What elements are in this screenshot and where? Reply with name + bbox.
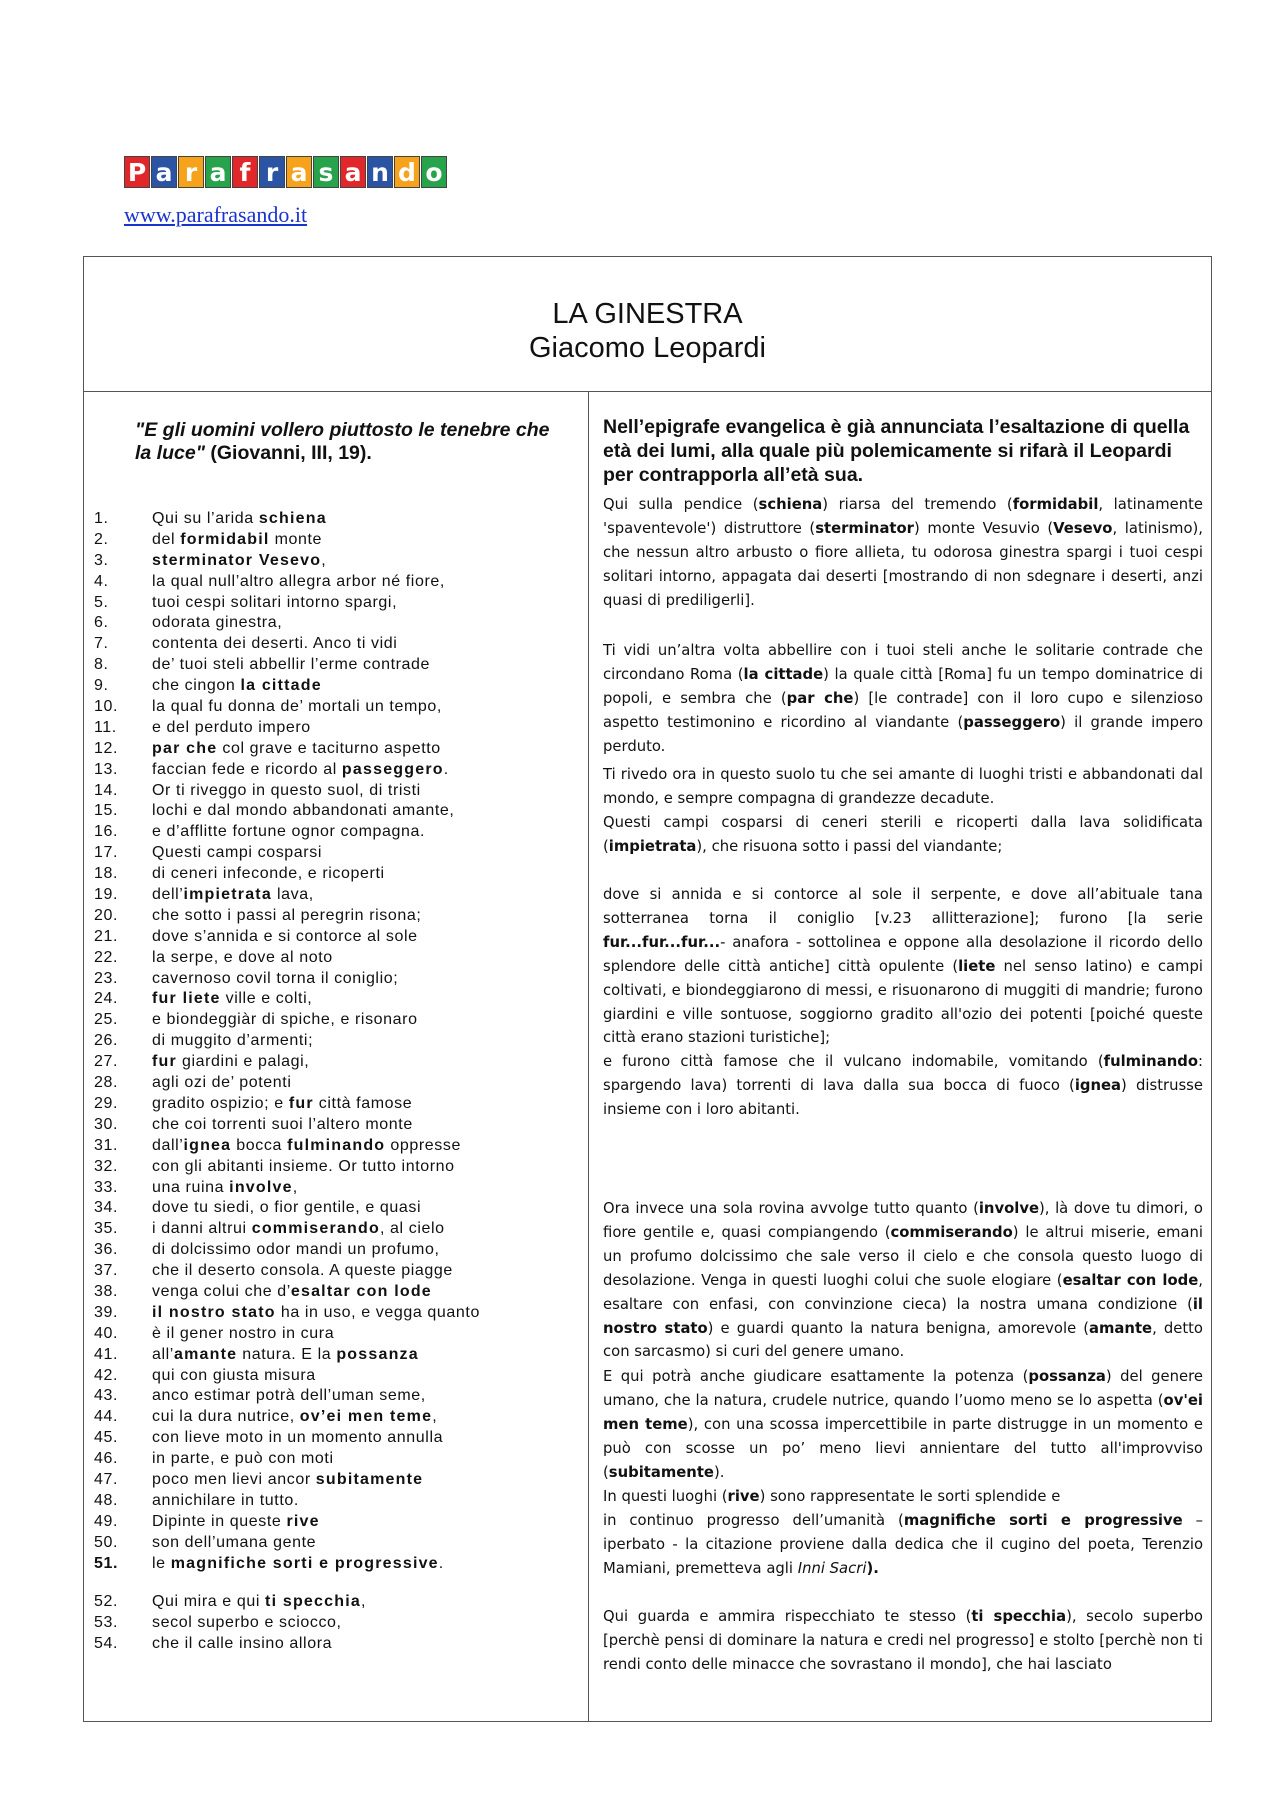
verse-line <box>94 1592 574 1613</box>
verse-line <box>94 572 574 593</box>
verse-text: la qual fu donna de’ mortali un tempo, <box>152 698 442 716</box>
title-block <box>84 257 1211 392</box>
verse-line <box>94 593 574 614</box>
verse-number: 20. <box>94 906 119 924</box>
logo-letter: o <box>421 156 447 188</box>
verse-text: i danni altrui commiserando, al cielo <box>152 1220 445 1238</box>
paraphrase-paragraph: Questi campi cosparsi di ceneri sterili e ricoperti dalla lava solidificata (impietrata), che risuona sotto i passi del viandante; <box>603 814 1203 855</box>
verse-text: e biondeggiàr di spiche, e risonaro <box>152 1011 418 1029</box>
verse-text: e d’afflitte fortune ognor compagna. <box>152 823 426 841</box>
paraphrase-paragraph: in continuo progresso dell’umanità (magnifiche sorti e progressive – iperbato - la citazione proviene dalla dedica che il cugino del poeta, Terenzio Mamiani, premetteva agli Inni Sacri). <box>603 1512 1203 1577</box>
verse-text: Questi campi cosparsi <box>152 844 322 862</box>
verse-text: dall’ignea bocca fulminando oppresse <box>152 1136 461 1154</box>
paraphrase-paragraph: In questi luoghi (rive) sono rappresentate le sorti splendide e <box>603 1488 1061 1505</box>
verse-number: 42. <box>94 1366 119 1384</box>
verse-text: poco men lievi ancor subitamente <box>152 1470 424 1488</box>
verse-number: 24. <box>94 990 119 1008</box>
verse-column <box>84 391 589 1721</box>
verse-text: di muggito d’armenti; <box>152 1032 314 1050</box>
logo-letter: r <box>178 156 204 188</box>
verse-number: 51. <box>94 1554 119 1572</box>
verse-line <box>94 1470 574 1491</box>
verse-text: una ruina involve, <box>152 1178 298 1196</box>
verse-number: 35. <box>94 1220 119 1238</box>
verse-line <box>94 1094 574 1115</box>
verse-number: 14. <box>94 781 119 799</box>
verse-number: 30. <box>94 1115 119 1133</box>
paraphrase-paragraph: Qui sulla pendice (schiena) riarsa del tremendo (formidabil, latinamente 'spaventevole') distruttore (sterminator) monte Vesuvio (Vesevo, latinismo), che nessun altro arbusto o fiore allieta, tu odorosa ginestra spargi i tuoi cespi solitari intorno, appagata dai deserti [mostrando di non sdegnare i deserti, anzi quasi di prediligerli]. <box>603 496 1204 609</box>
verse-line <box>94 1261 574 1282</box>
paraphrase-paragraph: Ti rivedo ora in questo suolo tu che sei amante di luoghi tristi e abbandonati dal mondo, e sempre compagna di grandezze decadute. <box>603 766 1203 807</box>
verse-number: 13. <box>94 760 119 778</box>
verse-text: cui la dura nutrice, ov’ei men teme, <box>152 1408 438 1426</box>
verse-line <box>94 1136 574 1157</box>
verse-text: dove s’annida e si contorce al sole <box>152 927 418 945</box>
logo-letter: a <box>205 156 231 188</box>
verse-text: venga colui che d’esaltar con lode <box>152 1282 432 1300</box>
verse-list <box>94 509 574 1655</box>
verse-text: con gli abitanti insieme. Or tutto intorno <box>152 1157 455 1175</box>
verse-number: 33. <box>94 1178 119 1196</box>
verse-number: 25. <box>94 1011 119 1029</box>
verse-number: 44. <box>94 1408 119 1426</box>
logo-letter: d <box>394 156 420 188</box>
verse-text: son dell’umana gente <box>152 1533 317 1551</box>
verse-line <box>94 1533 574 1554</box>
site-link[interactable]: www.parafrasando.it <box>124 202 308 227</box>
verse-text: de’ tuoi steli abbellir l’erme contrade <box>152 656 431 674</box>
verse-line <box>94 551 574 572</box>
verse-number: 54. <box>94 1635 119 1653</box>
verse-number: 12. <box>94 739 119 757</box>
verse-number: 37. <box>94 1262 119 1280</box>
verse-line <box>94 509 574 530</box>
logo-letter: a <box>286 156 312 188</box>
verse-text: è il gener nostro in cura <box>152 1324 335 1342</box>
verse-number: 3. <box>94 551 109 569</box>
verse-text: par che col grave e taciturno aspetto <box>152 739 441 757</box>
paraphrase-heading: Nell’epigrafe evangelica è già annunciata l’esaltazione di quella età dei lumi, alla quale più polemicamente si rifarà il Leopardi per contrapporla all’età sua. <box>603 416 1190 486</box>
verse-number: 8. <box>94 656 109 674</box>
verse-text: all’amante natura. E la possanza <box>152 1345 419 1363</box>
verse-line <box>94 1449 574 1470</box>
verse-line <box>94 906 574 927</box>
verse-number: 6. <box>94 614 109 632</box>
verse-line <box>94 1386 574 1407</box>
verse-line <box>94 1613 574 1634</box>
verse-number: 29. <box>94 1094 119 1112</box>
verse-line <box>94 1366 574 1387</box>
verse-text: lochi e dal mondo abbandonati amante, <box>152 802 455 820</box>
verse-text: che il calle insino allora <box>152 1635 333 1653</box>
verse-line <box>94 676 574 697</box>
verse-number: 7. <box>94 635 109 653</box>
verse-text: che sotto i passi al peregrin risona; <box>152 906 422 924</box>
verse-text: Or ti riveggo in questo suol, di tristi <box>152 781 421 799</box>
verse-number: 23. <box>94 969 119 987</box>
paraphrase-paragraph: E qui potrà anche giudicare esattamente la potenza (possanza) del genere umano, che la natura, crudele nutrice, quando l’uomo meno se lo aspetta (ov'ei men teme), con una scossa impercettibile in parte distrugge in un momento e può con scosse un po’ meno lievi annientare del tutto all'improvviso (subitamente). <box>603 1368 1203 1481</box>
verse-number: 27. <box>94 1053 119 1071</box>
verse-line <box>94 927 574 948</box>
verse-text: di dolcissimo odor mandi un profumo, <box>152 1241 440 1259</box>
paraphrase-paragraph: Ora invece una sola rovina avvolge tutto quanto (involve), là dove tu dimori, o fiore gentile e, quasi compiangendo (commiserando) le altrui miserie, emani un profumo dolcissimo che sale verso il cielo e che consola questo luogo di desolazione. Venga in questi luoghi colui che suole elogiare (esaltar con lode, esaltare con enfasi, con convinzione cieca) la nostra umana condizione (il nostro stato) e guardi quanto la natura benigna, amorevole (amante, detto con sarcasmo) si curi del genere umano. <box>603 1200 1203 1361</box>
verse-number: 9. <box>94 677 109 695</box>
verse-text: annichilare in tutto. <box>152 1491 299 1509</box>
verse-text: fur giardini e palagi, <box>152 1053 310 1071</box>
verse-line <box>94 1073 574 1094</box>
verse-line <box>94 1345 574 1366</box>
epigraph <box>135 419 555 465</box>
verse-number: 18. <box>94 865 119 883</box>
verse-number: 48. <box>94 1491 119 1509</box>
verse-number: 32. <box>94 1157 119 1175</box>
paraphrase-paragraph: dove si annida e si contorce al sole il serpente, e dove all’abituale tana sotterranea torna il coniglio [v.23 allitterazione]; furono [la serie fur...fur...fur...- anafora - sottolinea e oppone alla desolazione il ricordo dello splendore delle città antiche] città opulente (liete nel senso latino) e campi coltivati, e biondeggiarono di messi, e risuonarono di muggiti di mandrie; furono giardini e ville sontuose, soggiorno gradito all'ozio dei potenti [poiché queste città erano stazioni turistiche]; <box>603 886 1203 1047</box>
verse-line <box>94 1303 574 1324</box>
verse-line <box>94 801 574 822</box>
verse-number: 41. <box>94 1345 119 1363</box>
verse-line <box>94 613 574 634</box>
verse-text: in parte, e può con moti <box>152 1450 334 1468</box>
verse-line <box>94 1198 574 1219</box>
logo-letter: a <box>340 156 366 188</box>
verse-text: la qual null’altro allegra arbor né fiore, <box>152 572 445 590</box>
paraphrase-paragraph: e furono città famose che il vulcano indomabile, vomitando (fulminando: spargendo lava) torrenti di lava dalla sua bocca di fuoco (ignea) distrusse insieme con i loro abitanti. <box>603 1053 1203 1118</box>
verse-line <box>94 1240 574 1261</box>
epigraph-source: (Giovanni, III, 19). <box>204 442 372 464</box>
verse-text: tuoi cespi solitari intorno spargi, <box>152 593 398 611</box>
logo-letter: r <box>259 156 285 188</box>
verse-text: Qui mira e qui ti specchia, <box>152 1593 366 1611</box>
paraphrase-column <box>589 391 1211 1721</box>
verse-number: 46. <box>94 1450 119 1468</box>
poem-author: Giacomo Leopardi <box>529 332 766 364</box>
verse-number: 26. <box>94 1032 119 1050</box>
verse-line <box>94 781 574 802</box>
verse-text: cavernoso covil torna il coniglio; <box>152 969 399 987</box>
verse-text: dove tu siedi, o fior gentile, e quasi <box>152 1199 422 1217</box>
verse-line <box>94 1115 574 1136</box>
verse-line <box>94 1491 574 1512</box>
verse-line <box>94 697 574 718</box>
verse-text: Qui su l’arida schiena <box>152 510 327 527</box>
verse-number: 4. <box>94 572 109 590</box>
verse-text: sterminator Vesevo, <box>152 551 327 569</box>
verse-text: di ceneri infeconde, e ricoperti <box>152 865 385 883</box>
verse-text: contenta dei deserti. Anco ti vidi <box>152 635 398 653</box>
verse-number: 16. <box>94 823 119 841</box>
verse-number: 1. <box>94 510 109 527</box>
verse-number: 49. <box>94 1512 119 1530</box>
verse-text: che il deserto consola. A queste piagge <box>152 1262 453 1280</box>
verse-number: 52. <box>94 1593 119 1611</box>
paraphrase-paragraph: Qui guarda e ammira rispecchiato te stesso (ti specchia), secolo superbo [perchè pensi di dominare la natura e credi nel progresso] e stolto [perchè non ti rendi conto delle minacce che sovrastano il mondo], che hai lasciato <box>603 1608 1203 1673</box>
verse-line <box>94 1512 574 1533</box>
epigraph-quote: "E gli uomini vollero piuttosto le tenebre che la luce" <box>135 419 550 464</box>
verse-line <box>94 969 574 990</box>
verse-line <box>94 760 574 781</box>
verse-text: del formidabil monte <box>152 530 323 548</box>
verse-text: fur liete ville e colti, <box>152 990 313 1008</box>
verse-text: secol superbo e sciocco, <box>152 1614 342 1632</box>
verse-line <box>94 718 574 739</box>
logo-letter: a <box>151 156 177 188</box>
logo-letter: n <box>367 156 393 188</box>
verse-text: con lieve moto in un momento annulla <box>152 1429 444 1447</box>
verse-line <box>94 822 574 843</box>
verse-line <box>94 1634 574 1655</box>
verse-line <box>94 655 574 676</box>
verse-number: 17. <box>94 844 119 862</box>
verse-text: anco estimar potrà dell’uman seme, <box>152 1387 426 1405</box>
verse-line <box>94 989 574 1010</box>
verse-line <box>94 1031 574 1052</box>
verse-text: odorata ginestra, <box>152 614 283 632</box>
verse-text: dell’impietrata lava, <box>152 886 314 904</box>
verse-line <box>94 1282 574 1303</box>
verse-text: che coi torrenti suoi l’altero monte <box>152 1115 413 1133</box>
logo-letter: s <box>313 156 339 188</box>
verse-number: 40. <box>94 1324 119 1342</box>
verse-number: 45. <box>94 1429 119 1447</box>
verse-text: che cingon la cittade <box>152 677 322 695</box>
verse-number: 39. <box>94 1303 119 1321</box>
parafrasando-logo <box>124 156 448 188</box>
verse-line <box>94 1052 574 1073</box>
verse-number: 5. <box>94 593 109 611</box>
verse-number: 21. <box>94 927 119 945</box>
verse-line <box>94 739 574 760</box>
verse-number: 11. <box>94 718 117 736</box>
verse-number: 19. <box>94 886 119 904</box>
verse-text: agli ozi de’ potenti <box>152 1074 292 1092</box>
verse-number: 10. <box>94 698 119 716</box>
verse-number: 53. <box>94 1614 119 1632</box>
verse-line <box>94 1157 574 1178</box>
verse-line <box>94 1324 574 1345</box>
verse-line <box>94 864 574 885</box>
verse-number: 15. <box>94 802 119 820</box>
verse-number: 36. <box>94 1241 119 1259</box>
verse-line <box>94 843 574 864</box>
verse-line <box>94 1407 574 1428</box>
verse-line <box>94 1554 574 1575</box>
verse-line <box>94 634 574 655</box>
verse-text: faccian fede e ricordo al passeggero. <box>152 760 449 778</box>
verse-text: Dipinte in queste rive <box>152 1512 320 1530</box>
logo-letter: P <box>124 156 150 188</box>
verse-number: 2. <box>94 530 109 548</box>
poem-title: LA GINESTRA <box>552 298 743 330</box>
paraphrase-paragraph: Ti vidi un’altra volta abbellire con i tuoi steli anche le solitarie contrade che circondano Roma (la cittade) la quale città [Roma] fu un tempo dominatrice di popoli, e sembra che (par che) [le contrade] con il loro cupo e silenzioso aspetto testimonino e ricordino al viandante (passeggero) il grande impero perduto. <box>603 642 1204 755</box>
verse-text: qui con giusta misura <box>152 1366 316 1384</box>
verse-line <box>94 885 574 906</box>
verse-line <box>94 1178 574 1199</box>
verse-number: 22. <box>94 948 119 966</box>
document-frame <box>83 256 1212 1722</box>
verse-text: la serpe, e dove al noto <box>152 948 333 966</box>
verse-number: 43. <box>94 1387 119 1405</box>
verse-text: e del perduto impero <box>152 718 311 736</box>
verse-text: gradito ospizio; e fur città famose <box>152 1094 413 1112</box>
verse-line <box>94 948 574 969</box>
verse-line <box>94 1428 574 1449</box>
logo-letter: f <box>232 156 258 188</box>
verse-number: 50. <box>94 1533 119 1551</box>
verse-number: 47. <box>94 1470 119 1488</box>
verse-number: 28. <box>94 1074 119 1092</box>
verse-number: 34. <box>94 1199 119 1217</box>
verse-text: il nostro stato ha in uso, e vegga quanto <box>152 1303 480 1321</box>
verse-line <box>94 1010 574 1031</box>
verse-number: 38. <box>94 1282 119 1300</box>
verse-text: le magnifiche sorti e progressive. <box>152 1554 444 1572</box>
verse-number: 31. <box>94 1136 119 1154</box>
verse-line <box>94 1219 574 1240</box>
verse-line <box>94 530 574 551</box>
